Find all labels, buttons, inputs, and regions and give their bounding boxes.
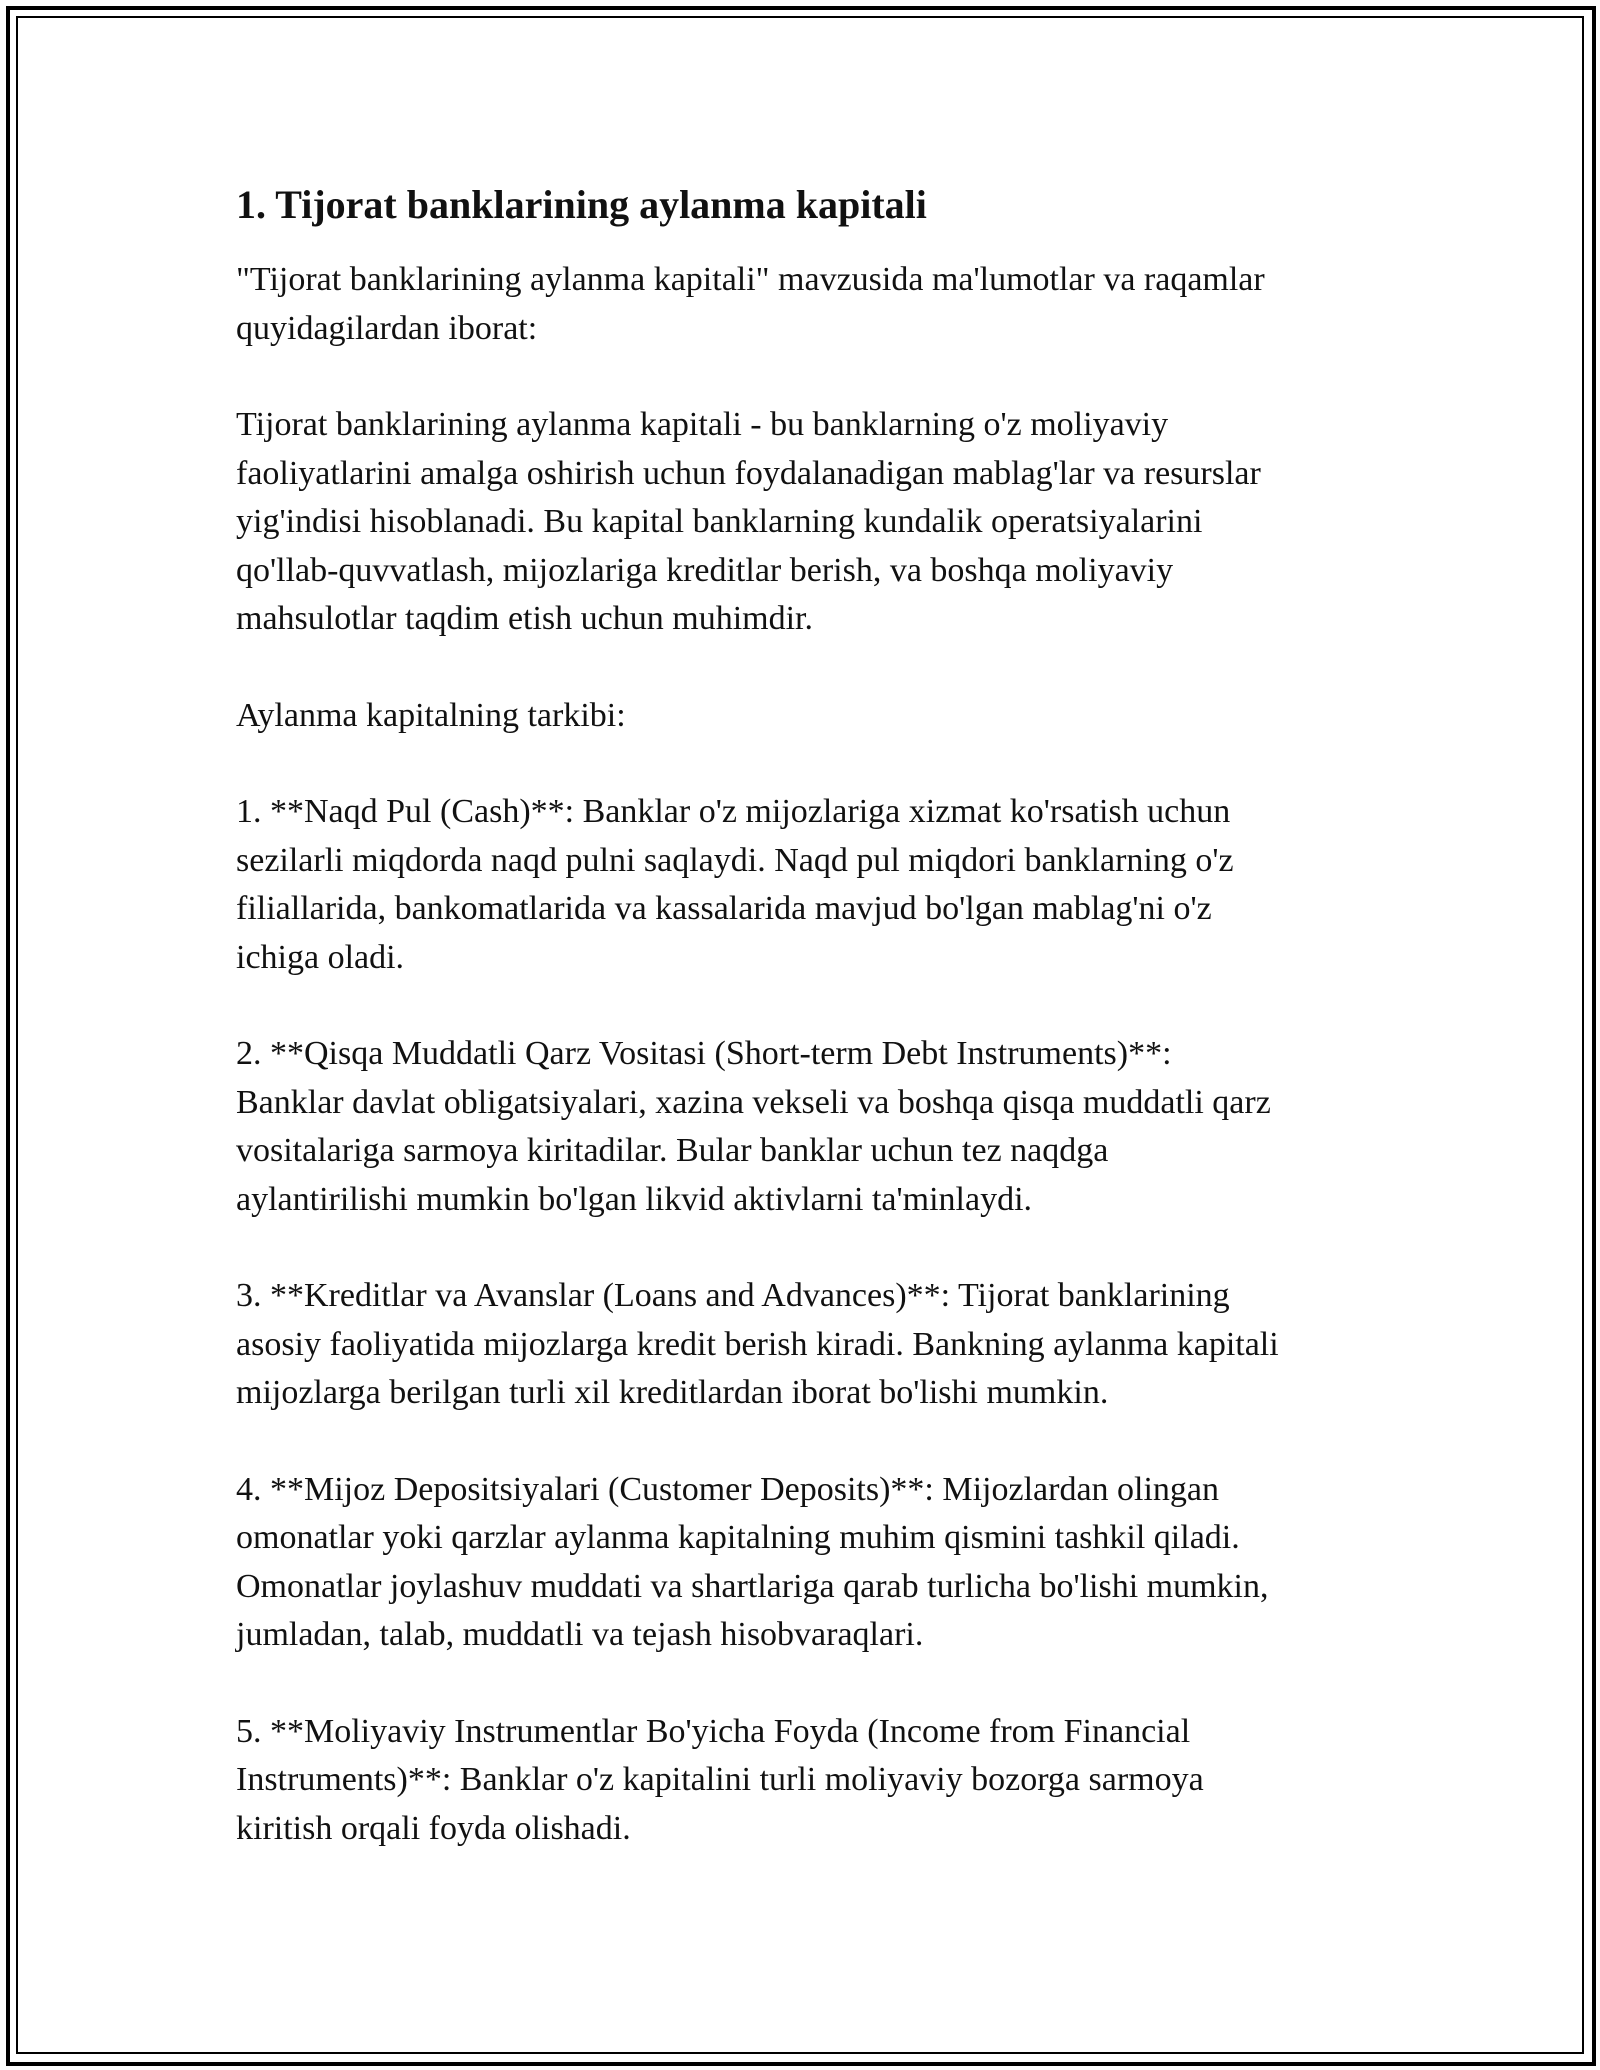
composition-heading: Aylanma kapitalning tarkibi: xyxy=(236,696,626,734)
list-item-short-term-debt: 2. **Qisqa Muddatli Qarz Vositasi (Short-term Debt Instruments)**: Banklar davlat obligatsiyalari, xazina vekseli va boshqa qisqa muddatli qarz vositalariga sarmoya kiritadilar. Bular banklar uchun tez naqdga aylantirilishi mumkin bo'lgan likvid aktivlarni ta'minlaydi. xyxy=(236,1035,1271,1218)
list-item-cash: 1. **Naqd Pul (Cash)**: Banklar o'z mijozlariga xizmat ko'rsatish uchun sezilarli miqdorda naqd pulni saqlaydi. Naqd pul miqdori banklarning o'z filiallarida, bankomatlarida va kassalarida mavjud bo'lgan mablag'ni o'z ichiga oladi. xyxy=(236,793,1234,976)
document-body xyxy=(236,180,1386,1901)
list-item-financial-income: 5. **Moliyaviy Instrumentlar Bo'yicha Foyda (Income from Financial Instruments)**: Banklar o'z kapitalini turli moliyaviy bozorga sarmoya kiritish orqali foyda olishadi. xyxy=(236,1712,1204,1847)
list-item-customer-deposits: 4. **Mijoz Depositsiyalari (Customer Deposits)**: Mijozlardan olingan omonatlar yoki qarzlar aylanma kapitalning muhim qismini tashkil qiladi. Omonatlar joylashuv muddati va shartlariga qarab turlicha bo'lishi mumkin, jumladan, talab, muddatli va tejash hisobvaraqlari. xyxy=(236,1470,1269,1653)
list-item-loans-advances: 3. **Kreditlar va Avanslar (Loans and Advances)**: Tijorat banklarining asosiy faoliyatida mijozlarga kredit berish kiradi. Bankning aylanma kapitali mijozlarga berilgan turli xil kreditlardan iborat bo'lishi mumkin. xyxy=(236,1277,1279,1411)
definition-paragraph: Tijorat banklarining aylanma kapitali - bu banklarning o'z moliyaviy faoliyatlarini amalga oshirish uchun foydalanadigan mablag'lar va resurslar yig'indisi hisoblanadi. Bu kapital banklarning kundalik operatsiyalarini qo'llab-quvvatlash, mijozlariga kreditlar berish, va boshqa moliyaviy mahsulotlar taqdim etish uchun muhimdir. xyxy=(236,406,1261,637)
page-title: 1. Tijorat banklarining aylanma kapitali xyxy=(236,182,927,227)
intro-paragraph: "Tijorat banklarining aylanma kapitali" mavzusida ma'lumotlar va raqamlar quyidagilardan iborat: xyxy=(236,261,1265,347)
